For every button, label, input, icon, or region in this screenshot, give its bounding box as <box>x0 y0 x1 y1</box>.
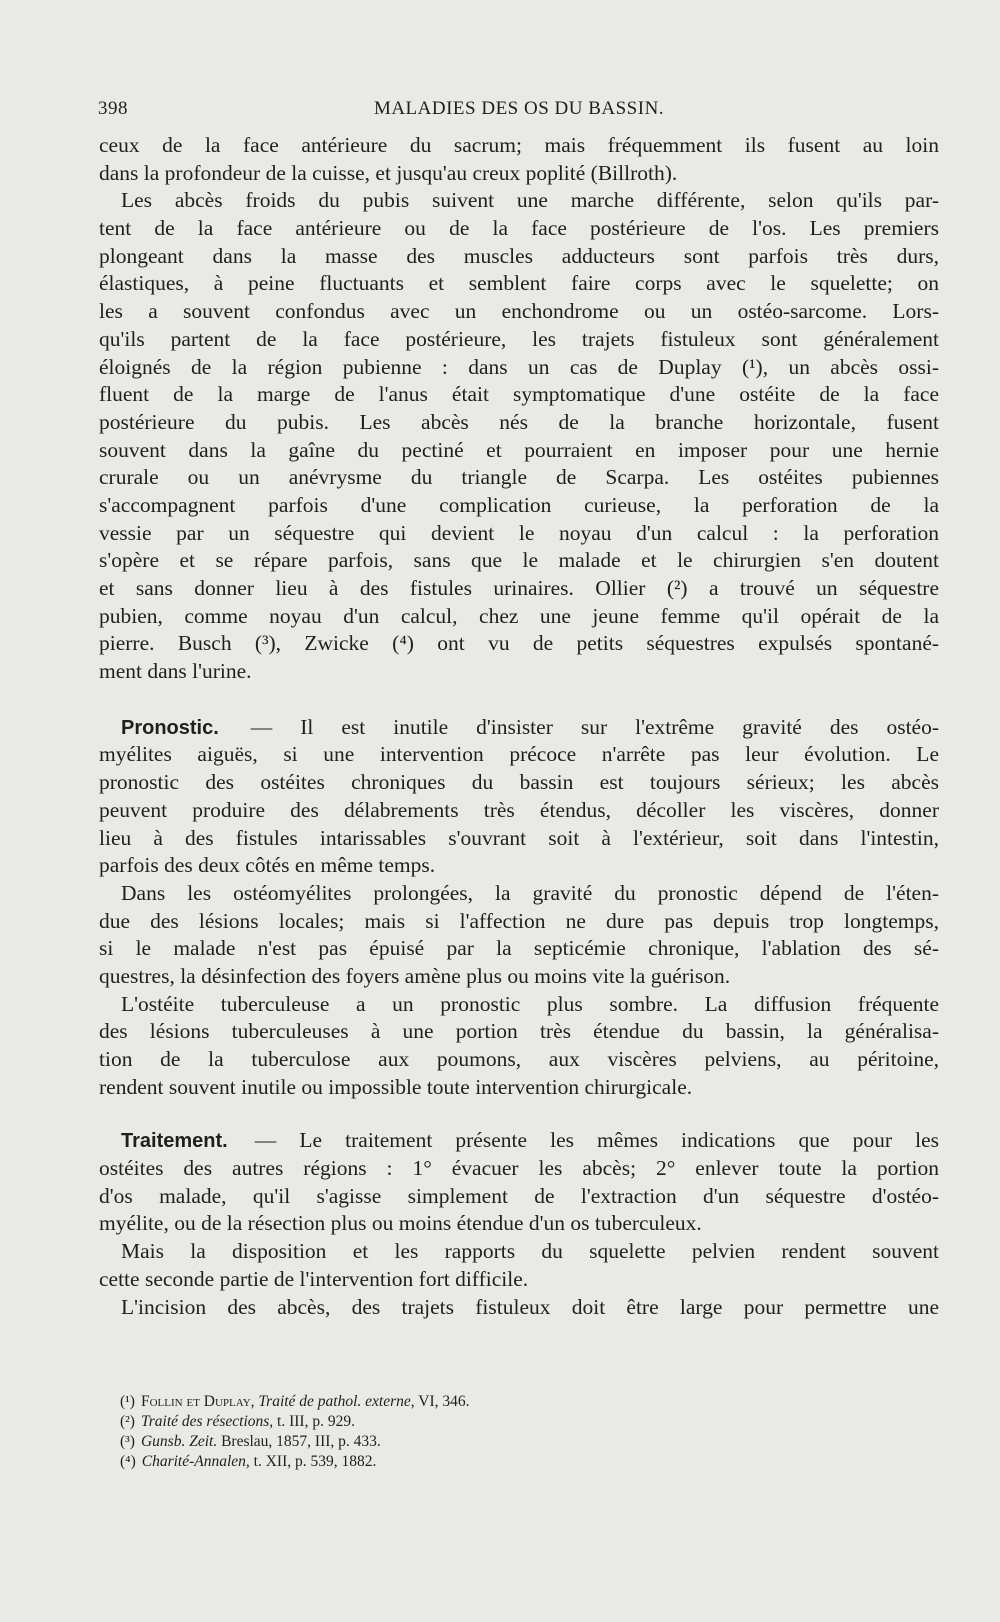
footnote-detail: VI, 346. <box>414 1393 470 1410</box>
body-text <box>99 132 939 1321</box>
footnote-ref: (³) <box>254 631 276 656</box>
footnote-detail: t. XII, p. 539, 1882. <box>249 1453 377 1470</box>
text-line: postérieure du pubis. Les abcès nés de la branche horizontale, fusent <box>99 409 939 434</box>
text-line: ment dans l'urine. <box>99 659 252 684</box>
text-line: pronostic des ostéites chroniques du bassin est toujours sérieux; les abcès <box>99 770 939 795</box>
text-line: vessie par un séquestre qui devient le noyau d'un calcul : la perforation <box>99 520 939 545</box>
text-line: cette seconde partie de l'intervention fort difficile. <box>99 1266 529 1291</box>
footnote-title: Charité-Annalen, <box>141 1453 250 1470</box>
footnote-ref: (¹) <box>741 354 763 379</box>
footnote-ref: (⁴) <box>392 631 414 656</box>
text-line: s'opère et se répare parfois, sans que le malade et le chirurgien s'en doutent <box>99 548 939 573</box>
text-line <box>99 714 939 742</box>
footnote-number: (³) <box>120 1433 135 1450</box>
text-line: pubien, comme noyau d'un calcul, chez une jeune femme qu'il opérait de la <box>99 603 939 628</box>
text-segment: a trouvé un séquestre <box>687 576 940 600</box>
text-segment: — Il est inutile d'insister sur l'extrême gravité des ostéo- <box>222 714 939 739</box>
text-segment: et sans donner lieu à des fistules urinaires. Ollier <box>99 576 646 600</box>
text-line: qu'ils partent de la face postérieure, les trajets fistuleux sont généralement <box>99 326 939 351</box>
text-line: s'accompagnent parfois d'une complication curieuse, la perforation de la <box>99 492 939 517</box>
text-line: plongeant dans la masse des muscles adducteurs sont parfois très durs, <box>99 243 939 268</box>
text-line: tent de la face antérieure ou de la face postérieure de l'os. Les premiers <box>99 216 939 241</box>
text-line: élastiques, à peine fluctuants et semblent faire corps avec le squelette; on <box>99 271 939 296</box>
text-line <box>99 630 939 658</box>
text-line: souvent dans la gaîne du pectiné et pourraient en imposer pour une hernie <box>99 437 939 462</box>
text-line: ostéites des autres régions : 1° évacuer les abcès; 2° enlever toute la portion <box>99 1156 939 1181</box>
text-line <box>99 575 939 603</box>
footnote-number: (²) <box>120 1413 135 1430</box>
footnote-title: Gunsb. Zeit. <box>140 1433 218 1450</box>
footnote <box>120 1432 880 1452</box>
page-number: 398 <box>98 98 128 119</box>
text-line: L'ostéite tuberculeuse a un pronostic plus sombre. La diffusion fréquente <box>121 991 939 1016</box>
text-segment: éloignés de la région pubienne : dans un cas de Duplay <box>99 354 722 379</box>
text-line: tion de la tuberculose aux poumons, aux viscères pelviens, au péritoine, <box>99 1047 939 1071</box>
text-line: parfois des deux côtés en même temps. <box>99 853 436 878</box>
section-heading-pronostic: Pronostic. <box>121 716 219 739</box>
text-line: rendent souvent inutile ou impossible toute intervention chirurgicale. <box>99 1074 693 1099</box>
text-line: crurale ou un anévrysme du triangle de Scarpa. Les ostéites pubiennes <box>99 465 939 490</box>
text-line: Les abcès froids du pubis suivent une marche différente, selon qu'ils par- <box>121 188 939 213</box>
text-line: dans la profondeur de la cuisse, et jusqu'au creux poplité (Billroth). <box>99 160 678 185</box>
section-heading-traitement: Traitement. <box>121 1130 228 1153</box>
text-line <box>99 1127 939 1155</box>
text-line: Dans les ostéomyélites prolongées, la gravité du pronostic dépend de l'éten- <box>121 880 939 905</box>
footnotes <box>120 1392 880 1472</box>
text-segment: pierre. Busch <box>99 631 232 656</box>
text-line: myélite, ou de la résection plus ou moins étendue d'un os tuberculeux. <box>99 1211 702 1236</box>
page-header <box>98 98 940 128</box>
text-line <box>99 354 939 382</box>
footnote <box>120 1452 880 1472</box>
text-line: fluent de la marge de l'anus était symptomatique d'une ostéite de la face <box>99 382 939 407</box>
text-line: Mais la disposition et les rapports du squelette pelvien rendent souvent <box>121 1239 939 1264</box>
running-title: MALADIES DES OS DU BASSIN. <box>373 98 665 119</box>
footnote-title: Traité des résections, <box>140 1413 274 1430</box>
footnote <box>120 1392 880 1412</box>
footnote-detail: t. III, p. 929. <box>273 1413 355 1430</box>
text-segment: ont vu de petits séquestres expulsés spontané- <box>413 631 940 656</box>
text-line: des lésions tuberculeuses à une portion très étendue du bassin, la généralisa- <box>99 1019 939 1044</box>
text-segment: — Le traitement présente les mêmes indications que pour les <box>231 1128 939 1153</box>
text-line: ceux de la face antérieure du sacrum; mais fréquemment ils fusent au loin <box>99 133 939 157</box>
text-line: les a souvent confondus avec un enchondrome ou un ostéo-sarcome. Lors- <box>99 299 939 324</box>
text-line: myélites aiguës, si une intervention précoce n'arrête pas leur évolution. Le <box>99 742 939 767</box>
text-line: peuvent produire des délabrements très étendus, décoller les viscères, donner <box>99 797 939 822</box>
footnote <box>120 1412 880 1432</box>
text-line: d'os malade, qu'il s'agisse simplement de l'extraction d'un séquestre d'ostéo- <box>99 1183 939 1208</box>
text-line: questres, la désinfection des foyers amène plus ou moins vite la guérison. <box>99 963 731 988</box>
text-line: due des lésions locales; mais si l'affection ne dure pas depuis trop longtemps, <box>99 908 939 933</box>
text-line: lieu à des fistules intarissables s'ouvrant soit à l'extérieur, soit dans l'intestin, <box>99 825 939 850</box>
text-line: L'incision des abcès, des trajets fistuleux doit être large pour permettre une <box>121 1294 939 1319</box>
footnote-number: (⁴) <box>120 1453 136 1470</box>
text-line: si le malade n'est pas épuisé par la septicémie chronique, l'ablation des sé- <box>99 936 939 961</box>
text-segment: , un abcès ossi- <box>762 354 939 379</box>
footnote-detail: Breslau, 1857, III, p. 433. <box>217 1433 381 1450</box>
footnote-ref: (²) <box>666 576 688 600</box>
text-segment: , Zwicke <box>275 631 393 656</box>
footnote-author: Follin et Duplay, <box>140 1393 255 1410</box>
footnote-number: (¹) <box>120 1393 135 1410</box>
footnote-title: Traité de pathol. externe, <box>258 1393 415 1410</box>
